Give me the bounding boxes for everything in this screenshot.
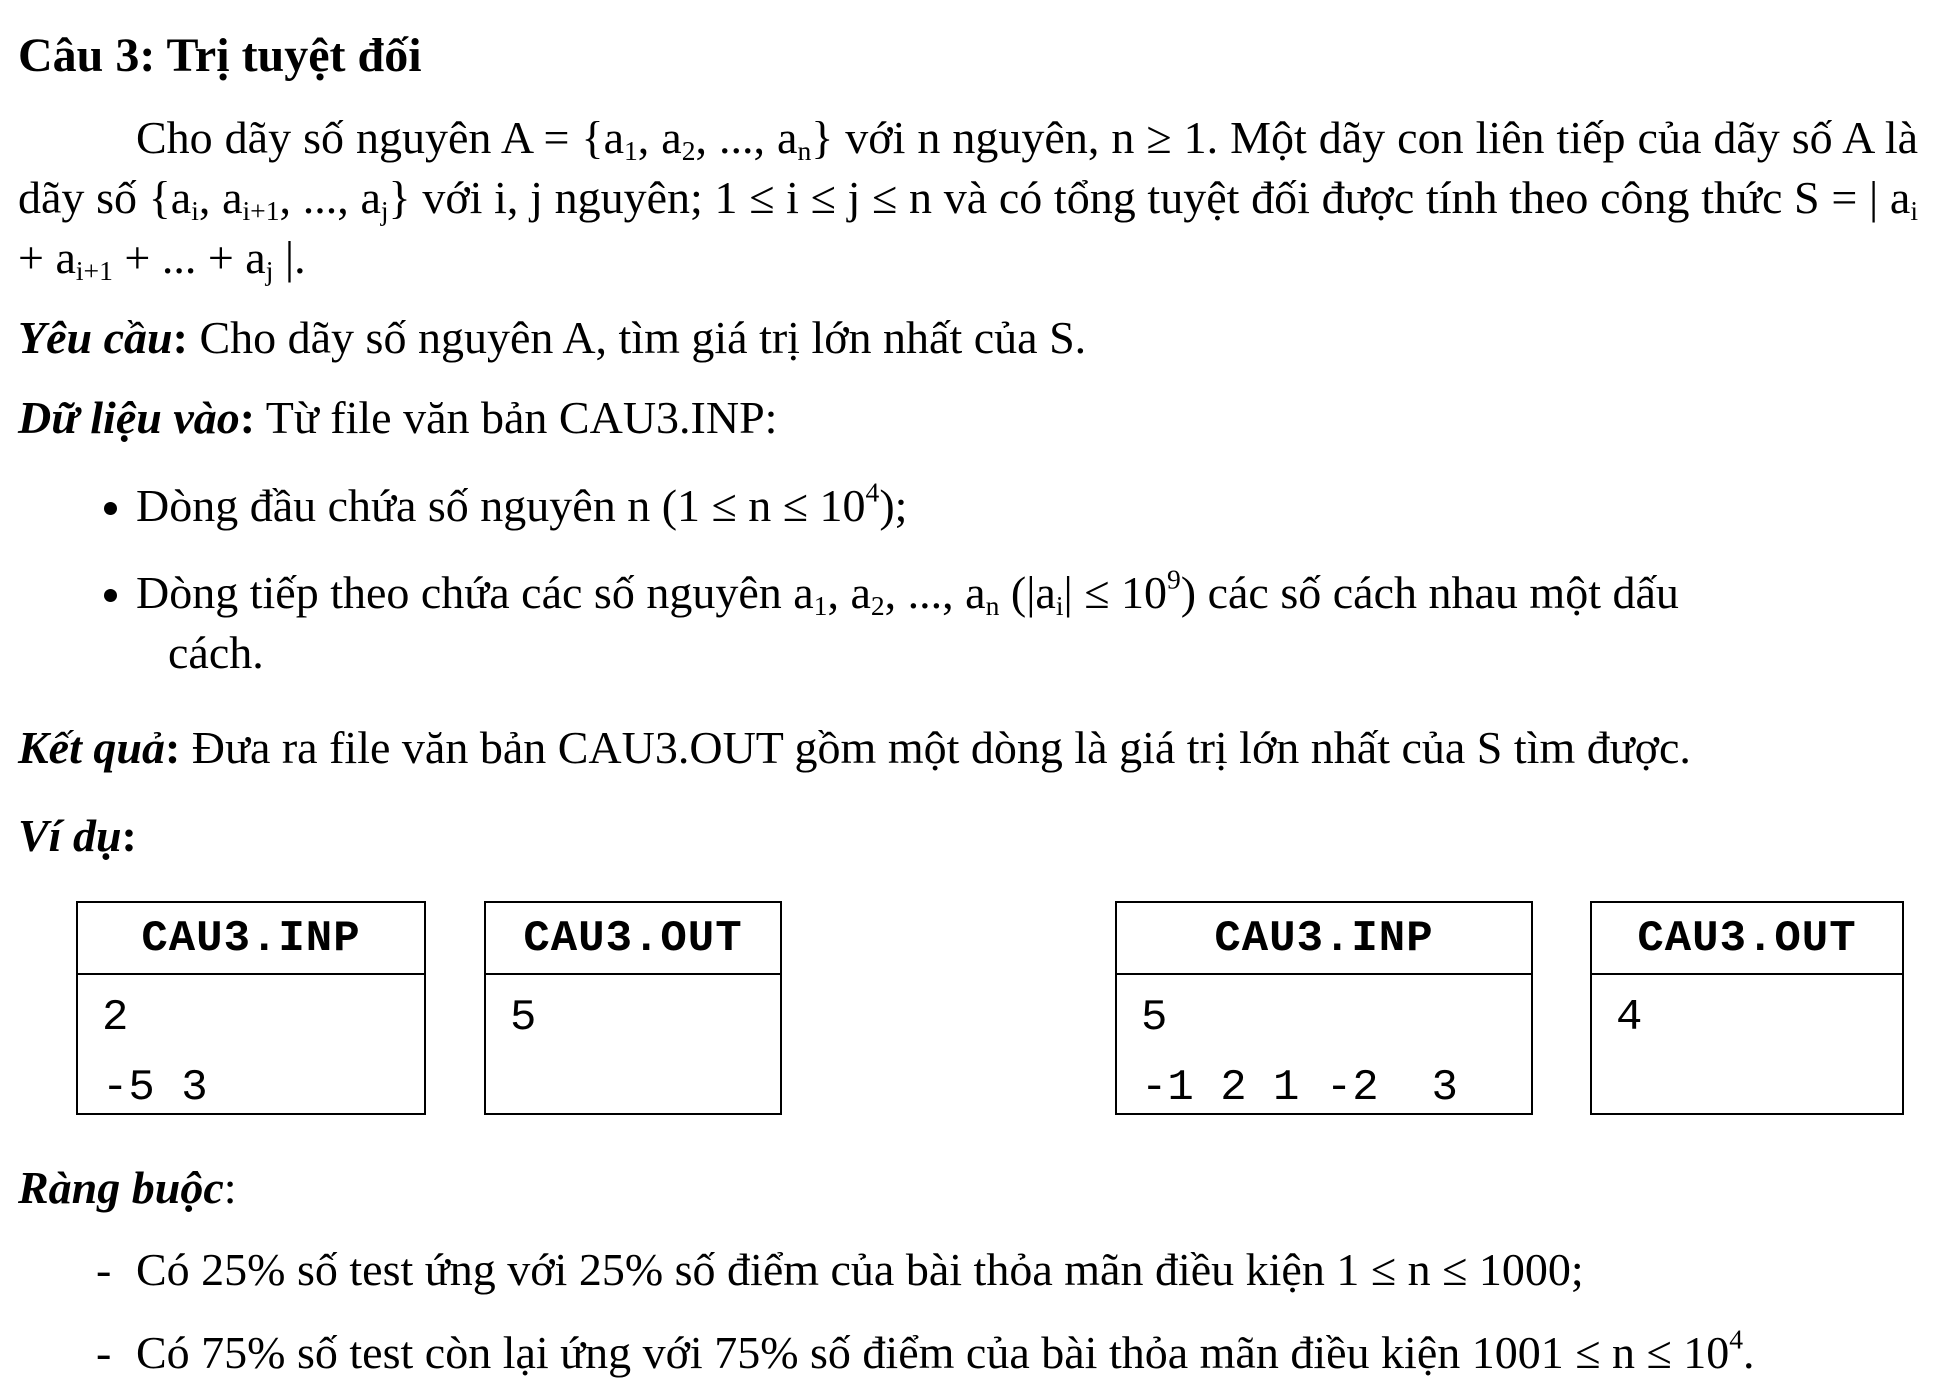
example1-input-content: 2 -5 3 [102, 993, 208, 1113]
input-text: Từ file văn bản CAU3.INP: [255, 392, 778, 443]
output-label: Kết quả [18, 722, 165, 773]
example2-output-content: 4 [1616, 993, 1643, 1043]
dash-marker: - [96, 1327, 112, 1378]
requirement-section: Yêu cầu: Cho dãy số nguyên A, tìm giá trị lớn nhất của S. [18, 312, 1087, 363]
output-text: Đưa ra file văn bản CAU3.OUT gồm một dòng là giá trị lớn nhất của S tìm được. [180, 722, 1691, 773]
example1-input-box [76, 901, 426, 1115]
example1-output-header: CAU3.OUT [486, 903, 780, 975]
example2-input-content: 5 -1 2 1 -2 3 [1141, 993, 1458, 1113]
bullet-icon [104, 589, 117, 602]
example2-input-header: CAU3.INP [1117, 903, 1531, 975]
input-section: Dữ liệu vào: Từ file văn bản CAU3.INP: [18, 392, 778, 443]
list-item: Dòng đầu chứa số nguyên n $(1 \le n \le 10^4)$; [18, 476, 1918, 536]
example1-input-header: CAU3.INP [78, 903, 424, 975]
constraint-list-1 [18, 1240, 1918, 1300]
requirement-label: Yêu cầu [18, 312, 173, 363]
problem-statement: Cho dãy số nguyên $A = \{a_1$, $a_2$, ..., $a_n$} với n nguyên, n ≥ 1. Một dãy con liên tiếp của dãy số A là dãy số {$a_i$, $a_{i+1}$, ..., $a_j$} với i, j nguyên; 1 ≤ i ≤ j ≤ n và có tổng tuyệt đối được tính theo công thức S = | $a_i + a_{i+1}$ + ... + $a_j$ |. [18, 112, 1919, 286]
list-item: - Có 75% số test còn lại ứng với 75% số điểm của bài thỏa mãn điều kiện $1001 \le n \le 10^4$. [18, 1323, 1918, 1383]
list-item: Dòng tiếp theo chứa các số nguyên $a_1$, $a_2$, ..., $a_n$ $(|a_i| \le 10^9)$ các số cách nhau một dấu cách. [18, 563, 1918, 683]
output-section: Kết quả: Đưa ra file văn bản CAU3.OUT gồm một dòng là giá trị lớn nhất của S tìm được. [18, 722, 1691, 773]
requirement-text: Cho dãy số nguyên A, tìm giá trị lớn nhất của S. [187, 312, 1087, 363]
constraint-list-2 [18, 1323, 1918, 1383]
list-item: - Có 25% số test ứng với 25% số điểm của bài thỏa mãn điều kiện 1 ≤ n ≤ 1000; [18, 1240, 1918, 1300]
input-bullet-list-1 [18, 476, 1918, 536]
constraints-heading: Ràng buộc: [18, 1162, 237, 1213]
example2-output-header: CAU3.OUT [1592, 903, 1902, 975]
input-label: Dữ liệu vào [18, 392, 240, 443]
dash-marker: - [96, 1244, 112, 1295]
example2-output-box [1590, 901, 1904, 1115]
example1-output-content: 5 [510, 993, 537, 1043]
input-bullet-list-2 [18, 563, 1918, 683]
example1-output-box [484, 901, 782, 1115]
bullet-icon [104, 502, 117, 515]
problem-title: Câu 3: Trị tuyệt đối [18, 29, 422, 82]
example2-input-box [1115, 901, 1533, 1115]
example-heading: Ví dụ: [18, 810, 137, 861]
